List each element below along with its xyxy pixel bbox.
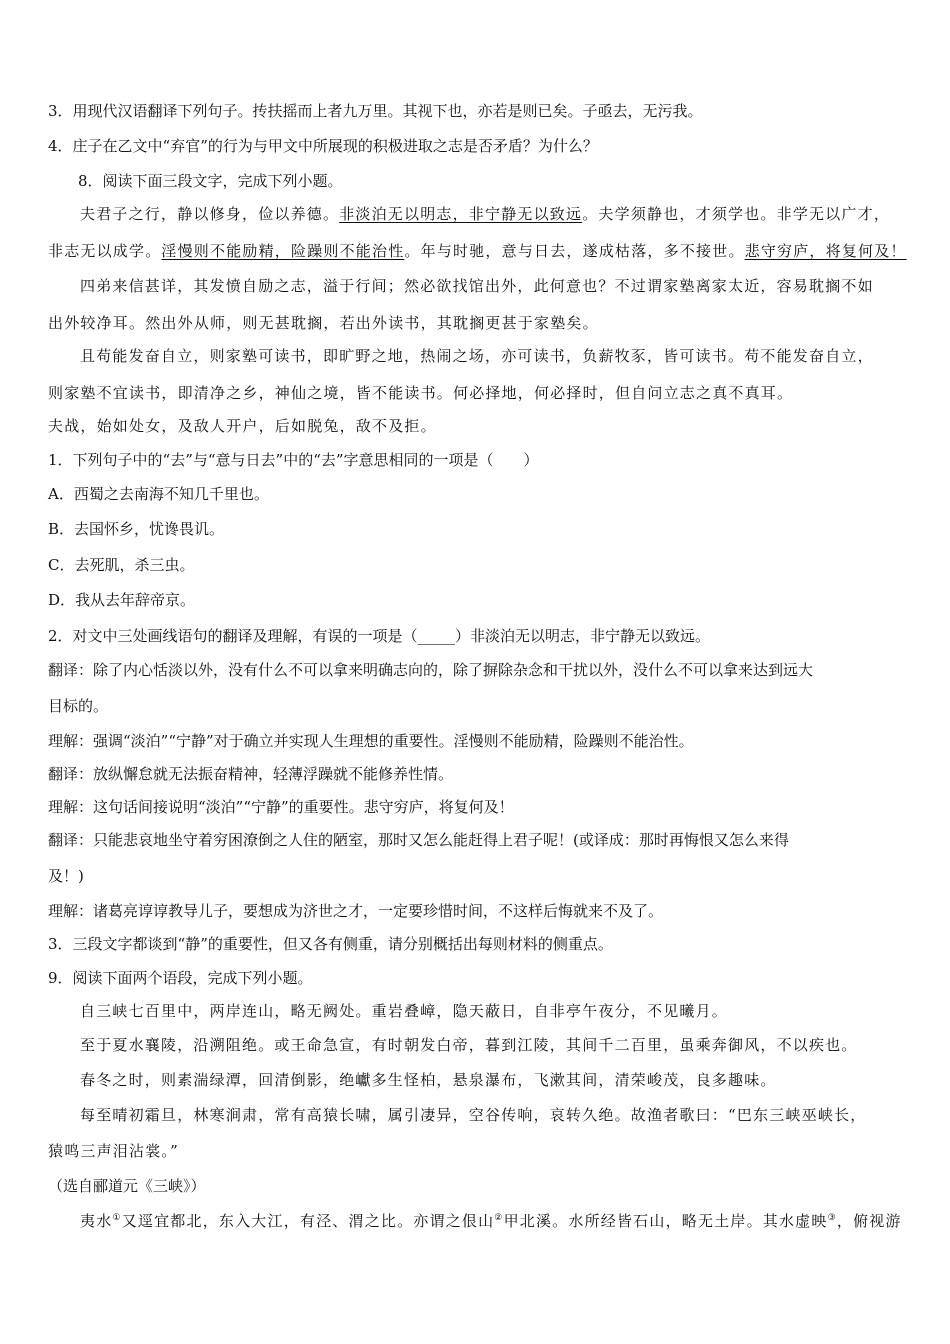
q8-sub1-option-c: C．去死肌，杀三虫。	[48, 556, 195, 574]
q9-para1: 自三峡七百里中，两岸连山，略无阙处。重岩叠嶂，隐天蔽日，自非亭午夜分，不见曦月。	[80, 1002, 729, 1020]
q7-item-4: 4．庄子在乙文中“弃官”的行为与甲文中所展现的积极进取之志是否矛盾？为什么？	[48, 137, 598, 155]
q9-title: 9．阅读下面两个语段，完成下列小题。	[48, 969, 313, 987]
q8-sub1-option-d: D．我从去年辞帝京。	[48, 591, 196, 609]
q8-sub3: 3．三段文字都谈到“静”的重要性，但又各有侧重，请分别概括出每则材料的侧重点。	[48, 935, 613, 953]
underlined-sentence-3: 悲守穷庐，将复何及！	[744, 242, 907, 260]
text-span: 。夫学须静也，才须学也。非学无以广才，	[582, 205, 891, 223]
q8-sub2-understanding-2: 理解：这句话间接说明“淡泊”“宁静”的重要性。悲守穷庐，将复何及！	[48, 798, 514, 816]
q8-para2-line1: 四弟来信甚详，其发愤自励之志，溢于行间；然必欲找馆出外，此何意也？不过谓家塾离家太近，容易耽搁不如	[80, 277, 874, 295]
q8-sub2-translation-3b: 及！)	[48, 867, 84, 885]
q8-para1-line1	[80, 204, 890, 224]
q9-para4-line1: 每至晴初霜旦，林寒涧肃，常有高猿长啸，属引凄异，空谷传响，哀转久绝。故渔者歌曰：“巴东三峡巫峡长，	[80, 1106, 867, 1124]
underlined-sentence-2: 淫慢则不能励精，险躁则不能治性	[161, 242, 405, 260]
text-span: 非志无以成学。	[48, 242, 162, 260]
footnote-marker-3: ③	[827, 1213, 837, 1223]
q8-para2-line2: 出外较净耳。然出外从师，则无甚耽搁，若出外读书，其耽搁更甚于家塾矣。	[48, 314, 599, 332]
q8-sub2-translation-3a: 翻译：只能悲哀地坐守着穷困潦倒之人住的陋室，那时又怎么能赶得上君子呢！(或译成：那时再悔恨又怎么来得	[48, 831, 789, 849]
text-span: 夫君子之行，静以修身，俭以养德。	[80, 205, 340, 223]
text-span: ）非淡泊无以明志，非宁静无以致远。	[455, 627, 711, 645]
text-span: 。年与时驰，意与日去，遂成枯落，多不接世。	[404, 242, 745, 260]
q9-source: （选自郦道元《三峡》）	[48, 1177, 206, 1195]
q8-title: 8．阅读下面三段文字，完成下列小题。	[78, 172, 343, 190]
q8-sub2-stem	[48, 626, 710, 646]
q7-item-3: 3．用现代汉语翻译下列句子。抟扶摇而上者九万里。其视下也，亦若是则已矣。子亟去，无污我。	[48, 102, 703, 120]
text-span: ，俯视游	[836, 1212, 902, 1230]
underlined-sentence-1: 非淡泊无以明志，非宁静无以致远	[339, 205, 583, 223]
q8-sub2-understanding-3: 理解：诸葛亮谆谆教导儿子，要想成为济世之才，一定要珍惜时间，不这样后悔就来不及了。	[48, 902, 664, 920]
q8-sub1-option-a: A．西蜀之去南海不知几千里也。	[48, 485, 269, 503]
q9-para4-line2: 猿鸣三声泪沾裳。”	[48, 1142, 179, 1160]
q8-sub1-stem: 1．下列句子中的“去”与“意与日去”中的“去”字意思相同的一项是（ ）	[48, 451, 539, 469]
text-span: 甲北溪。水所经皆石山，略无土岸。其水虚映	[503, 1212, 828, 1230]
footnote-marker-2: ②	[494, 1213, 504, 1223]
q8-sub1-option-b: B．去国怀乡，忧谗畏讥。	[48, 520, 225, 538]
text-span: 又逕宜都北，东入大江，有泾、渭之比。亦谓之佷山	[121, 1212, 495, 1230]
q8-extra-sentence: 夫战，始如处女，及敌人开户，后如脱兔，敌不及拒。	[48, 417, 437, 435]
footnote-marker-1: ①	[112, 1213, 122, 1223]
text-span: 夷水	[80, 1212, 113, 1230]
q8-para3-line2: 则家塾不宜读书，即清净之乡，神仙之境，皆不能读书。何必择地，何必择时，但自问立志之真不真耳。	[48, 384, 794, 402]
q9-para2: 至于夏水襄陵，沿溯阻绝。或王命急宣，有时朝发白帝，暮到江陵，其间千二百里，虽乘奔御风，不以疾也。	[80, 1036, 858, 1054]
q8-sub2-translation-1a: 翻译：除了内心恬淡以外，没有什么不可以拿来明确志向的，除了摒除杂念和干扰以外，没什么不可以拿来达到远大	[48, 661, 814, 679]
q8-sub2-translation-2: 翻译：放纵懈怠就无法振奋精神，轻薄浮躁就不能修养性情。	[48, 765, 454, 783]
q8-sub2-translation-1b: 目标的。	[48, 697, 109, 715]
q8-sub2-understanding-1: 理解：强调“淡泊”“宁静”对于确立并实现人生理想的重要性。淫慢则不能励精，险躁则不能治性。	[48, 732, 694, 750]
q9-passage-b-line1	[80, 1211, 902, 1231]
answer-blank: _____	[417, 627, 456, 645]
text-span: 2．对文中三处画线语句的翻译及理解，有误的一项是（	[48, 627, 418, 645]
q8-para3-line1: 且苟能发奋自立，则家塾可读书，即旷野之地，热闹之场，亦可读书，负薪牧豕，皆可读书。苟不能发奋自立，	[80, 347, 874, 365]
q9-para3: 春冬之时，则素湍绿潭，回清倒影，绝巘多生怪柏，悬泉瀑布，飞漱其间，清荣峻茂，良多趣味。	[80, 1071, 777, 1089]
q8-para1-line2	[48, 241, 907, 261]
